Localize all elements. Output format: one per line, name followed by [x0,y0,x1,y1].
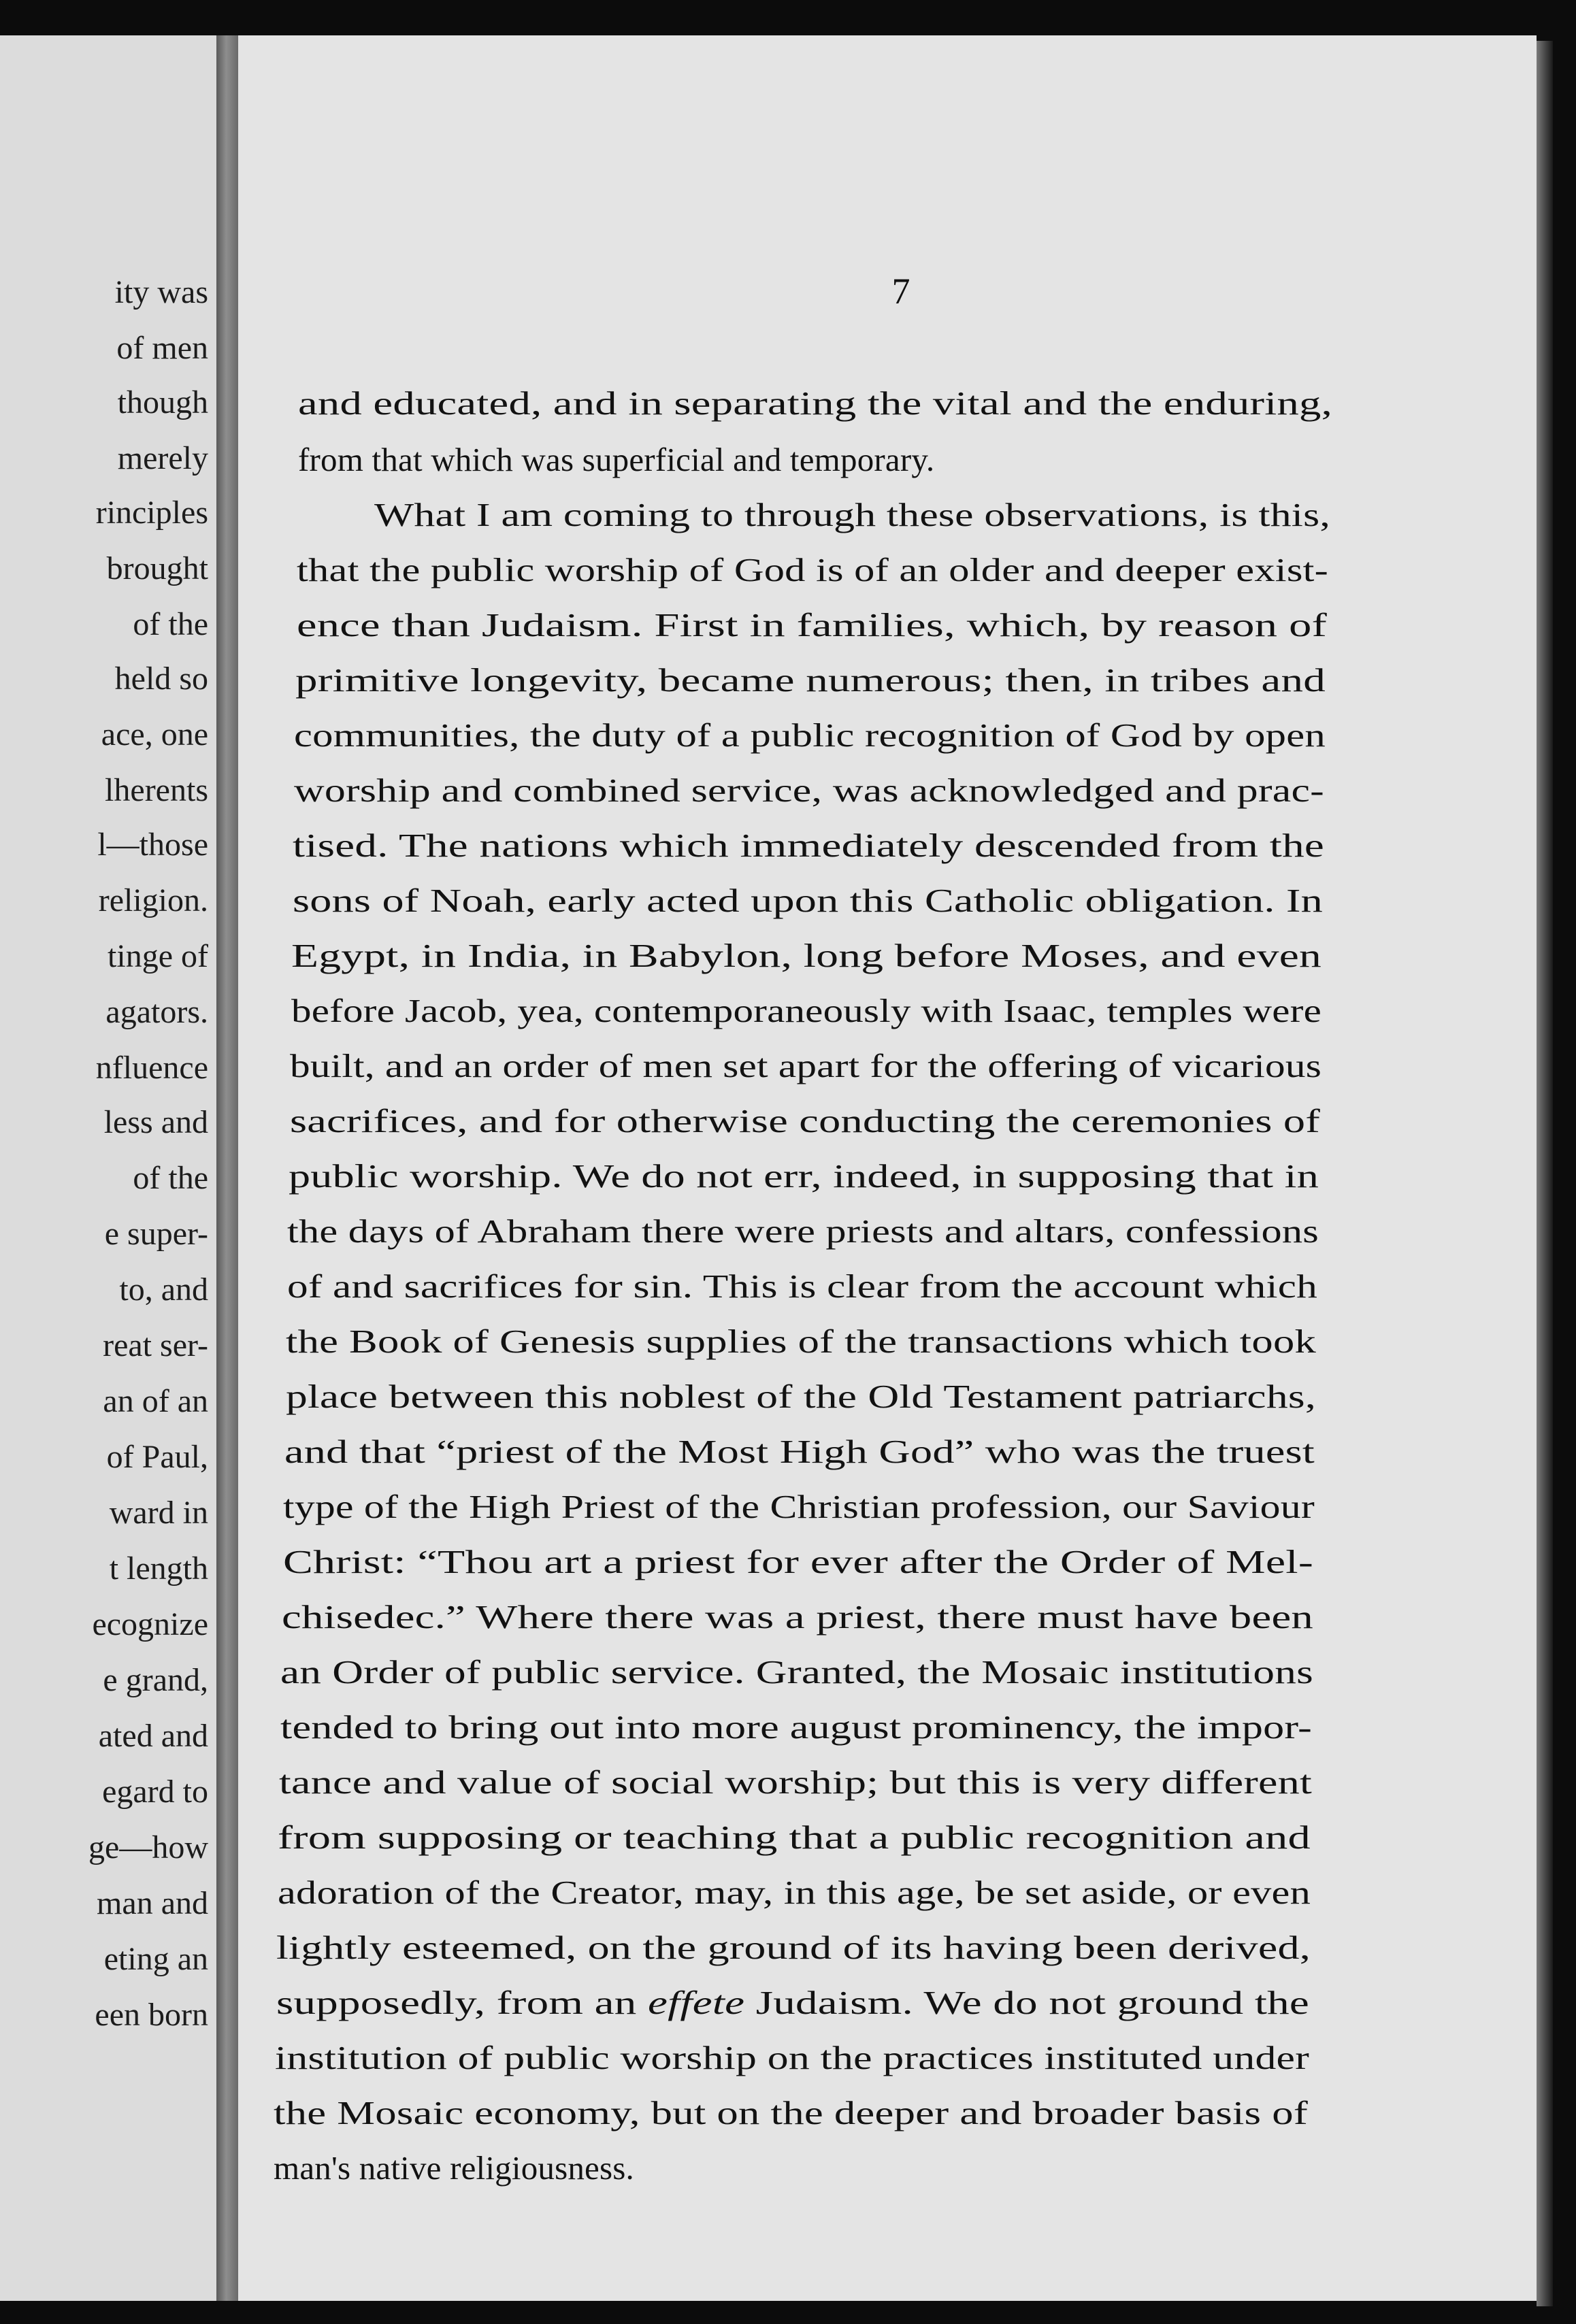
text-line: the Mosaic economy, but on the deeper and broader basis of [274,2094,1308,2131]
text-line: public worship. We do not err, indeed, in supposing that in [289,1157,1319,1195]
text-line: the Book of Genesis supplies of the transactions which took [286,1323,1316,1360]
text-line: ence than Judaism. First in families, which, by reason of [297,606,1327,644]
text-line: communities, the duty of a public recognition of God by open [294,716,1326,754]
left-line: of men [116,330,208,366]
text-line: sacrifices, and for otherwise conducting the ceremonies of [290,1102,1320,1140]
text-line: from that which was superficial and temporary. [298,441,935,478]
text-line: adoration of the Creator, may, in this age, be set aside, or even [278,1874,1311,1911]
text-line: tised. The nations which immediately descended from the [293,827,1324,864]
left-page-fragment [0,35,216,2301]
left-line: een born [95,1997,208,2033]
left-line: reat ser- [103,1327,208,1363]
text-segment: Judaism. We do not ground the [744,1984,1309,2021]
text-line: sons of Noah, early acted upon this Catholic obligation. In [293,882,1323,919]
left-line: ecognize [92,1606,208,1642]
page-number: 7 [891,271,910,312]
text-line: and that “priest of the Most High God” who was the truest [284,1433,1315,1470]
text-line: man's native religiousness. [274,2149,634,2187]
left-line: ward in [109,1495,208,1531]
text-line: an Order of public service. Granted, the Mosaic institutions [280,1653,1313,1691]
text-line: type of the High Priest of the Christian profession, our Saviour [283,1488,1315,1525]
text-segment: supposedly, from an [276,1984,648,2021]
text-line: place between this noblest of the Old Testament patriarchs, [286,1378,1316,1415]
text-line: before Jacob, yea, contemporaneously with Isaac, temples were [291,992,1321,1029]
text-line: institution of public worship on the practices instituted under [275,2039,1309,2076]
left-line: of the [133,606,208,642]
text-line: the days of Abraham there were priests and altars, confessions [287,1212,1319,1250]
left-line: of the [133,1160,208,1196]
book-gutter [216,35,238,2301]
left-line: e grand, [103,1662,208,1698]
text-line: and educated, and in separating the vital and the enduring, [298,384,1332,422]
text-line: tance and value of social worship; but this is very different [279,1763,1312,1801]
left-line: rinciples [95,495,208,531]
left-line: egard to [102,1774,208,1810]
left-line: though [117,384,208,420]
left-line: l—those [97,827,208,863]
left-line: less and [103,1104,208,1140]
left-line: nfluence [95,1050,208,1086]
left-line: ity was [114,274,208,310]
text-line: from supposing or teaching that a public recognition and [278,1819,1311,1856]
text-line: of and sacrifices for sin. This is clear from the account which [287,1267,1317,1305]
left-line: eting an [103,1941,208,1977]
left-line: tinge of [108,938,208,974]
left-line: merely [117,440,208,476]
page-edge-shadow [1537,41,1553,2306]
left-line: e super- [104,1216,208,1252]
left-line: agators. [105,994,208,1030]
right-page [238,35,1537,2301]
left-line: held so [114,661,208,697]
text-line: Egypt, in India, in Babylon, long before Moses, and even [291,937,1321,974]
left-line: lherents [105,772,208,808]
text-line: primitive longevity, became numerous; then, in tribes and [295,661,1326,699]
left-line: man and [97,1885,208,1921]
left-line: religion. [98,882,208,918]
text-line: What I am coming to through these observations, is this, [374,496,1330,533]
text-line: chisedec.” Where there was a priest, there must have been [282,1598,1313,1636]
left-line: ace, one [101,716,208,752]
text-line: tended to bring out into more august prominency, the impor- [280,1708,1312,1746]
text-line [276,1983,1309,2022]
left-line: to, and [119,1272,208,1308]
left-line: an of an [103,1383,208,1419]
italic-word: effete [647,1984,745,2021]
text-line: Christ: “Thou art a priest for ever after the Order of Mel- [283,1543,1313,1580]
left-line: of Paul, [106,1439,208,1475]
left-line: ge—how [88,1829,208,1865]
text-line: worship and combined service, was acknowledged and prac- [294,771,1324,809]
left-line: ated and [98,1718,208,1754]
text-line: lightly esteemed, on the ground of its having been derived, [276,1929,1311,1966]
text-line: that the public worship of God is of an older and deeper exist- [297,551,1328,588]
text-line: built, and an order of men set apart for the offering of vicarious [290,1047,1322,1084]
left-line: t length [109,1550,208,1587]
left-line: brought [106,550,208,586]
